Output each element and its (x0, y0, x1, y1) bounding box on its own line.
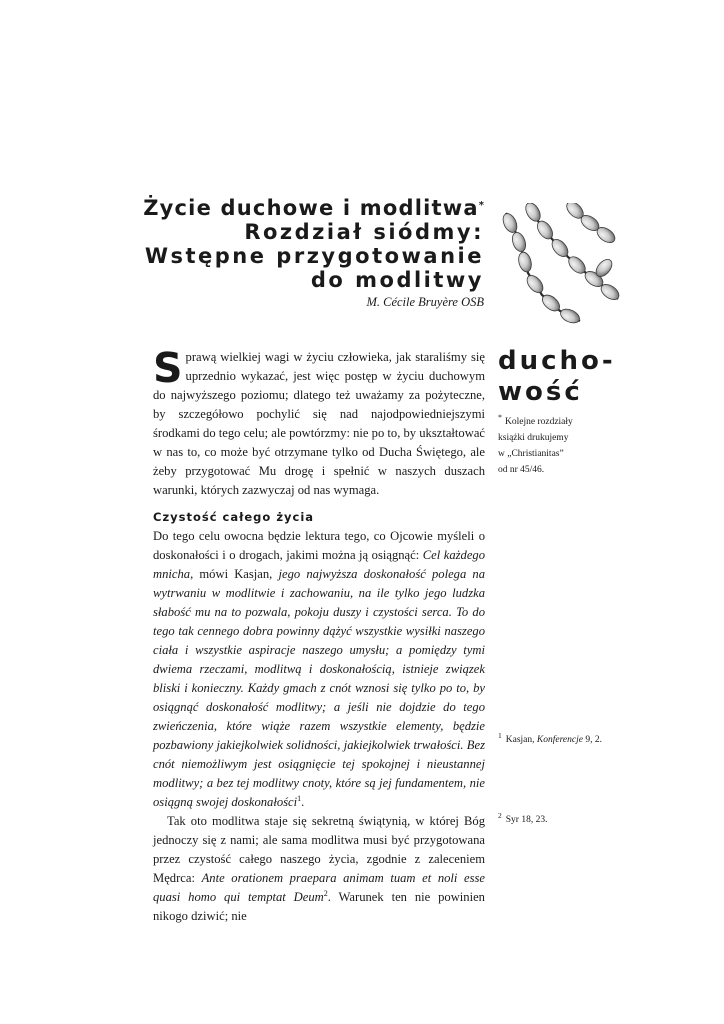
author-byline: M. Cécile Bruyère OSB (366, 295, 484, 309)
footnote-ref-2: 2 (323, 888, 328, 898)
footnote-1: $^1$ Kasjan, Konferencje 9, 2. (498, 731, 602, 746)
rosary-photo (498, 203, 621, 333)
series-note: * Kolejne rozdziały książki drukujemy w „Christianitas” od nr 45/46. (498, 413, 573, 476)
title-line-1: Życie duchowe i modlitwa* (143, 196, 484, 220)
category-label: ducho- wość (498, 346, 616, 407)
title-line-3: Wstępne przygotowanie (144, 244, 484, 268)
drop-cap: S (153, 344, 183, 392)
footnote-ref-1: 1 (297, 793, 302, 803)
article-title (124, 196, 484, 292)
rosary-beads-image (498, 203, 621, 333)
paragraph-3: Tak oto modlitwa staje się sekretną świątynią, w której Bóg jednoczy się z nami; ale sama modlitwa musi być przygotowana przez czystość całego naszego życia, zgodnie z zaleceniem Mędrca: Ante orationem praepara animam tuam et noli esse quasi homo qui temptat Deum$^2$. Warunek ten nie powinien nikogo dziwić; nie (153, 814, 485, 923)
article-body (153, 344, 485, 926)
section-heading: Czystość całego życia (153, 510, 315, 524)
title-line-4: do modlitwy (310, 268, 484, 292)
footnote-2: $^2$ Syr 18, 23. (498, 811, 548, 826)
title-line-2: Rozdział siódmy: (244, 220, 484, 244)
intro-paragraph: Sprawą wielkiej wagi w życiu człowieka, jak staraliśmy się uprzednio wykazać, jest więc postęp w życiu duchowym do najwyższego poziomu; dlatego też uważamy za pożyteczne, by szczegółowo pochylić się nad najodpowiedniejszymi środkami do tego celu; ale powtórzmy: nie po to, by ukształtować w nas to, co może być otrzymane tylko od Ducha Świętego, ale żeby przygotować Mu drogę i spełnić w naszych duszach warunki, których zazwyczaj od nas wymaga. (153, 344, 485, 497)
paragraph-2: Do tego celu owocna będzie lektura tego, co Ojcowie myśleli o doskonałości i o drogach, jakimi można ją osiągnąć: Cel każdego mnicha, mówi Kasjan, jego najwyższa doskonałość polega na wytrwaniu w modlitwie i zachowaniu, na ile tylko jego ludzka słabość mu na to pozwala, pokoju duszy i czystości serca. To do tego tak cennego dobra powinny dążyć wszystkie wysiłki naszego ciała i wszystkie aspiracje naszego umysłu; a pomiędzy tymi dwiema rzeczami, modlitwą i doskonałością, istnieje związek bliski i konieczny. Każdy gmach z cnót wznosi się tylko po to, by osiągnąć doskonałość modlitwy; a jeśli nie dojdzie do tego zwieńczenia, które wiąże razem wszystkie elementy, będzie pozbawiony jakiejkolwiek solidności, jakiejkolwiek trwałości. Bez cnót niemożliwym jest osiągnięcie tej spokojnej i nieustannej modlitwy; a bez tej modlitwy cnoty, które są jej fundamentem, nie osiągną swojej doskonałości$^1$. (153, 529, 485, 809)
title-footnote-marker: * (478, 200, 484, 211)
